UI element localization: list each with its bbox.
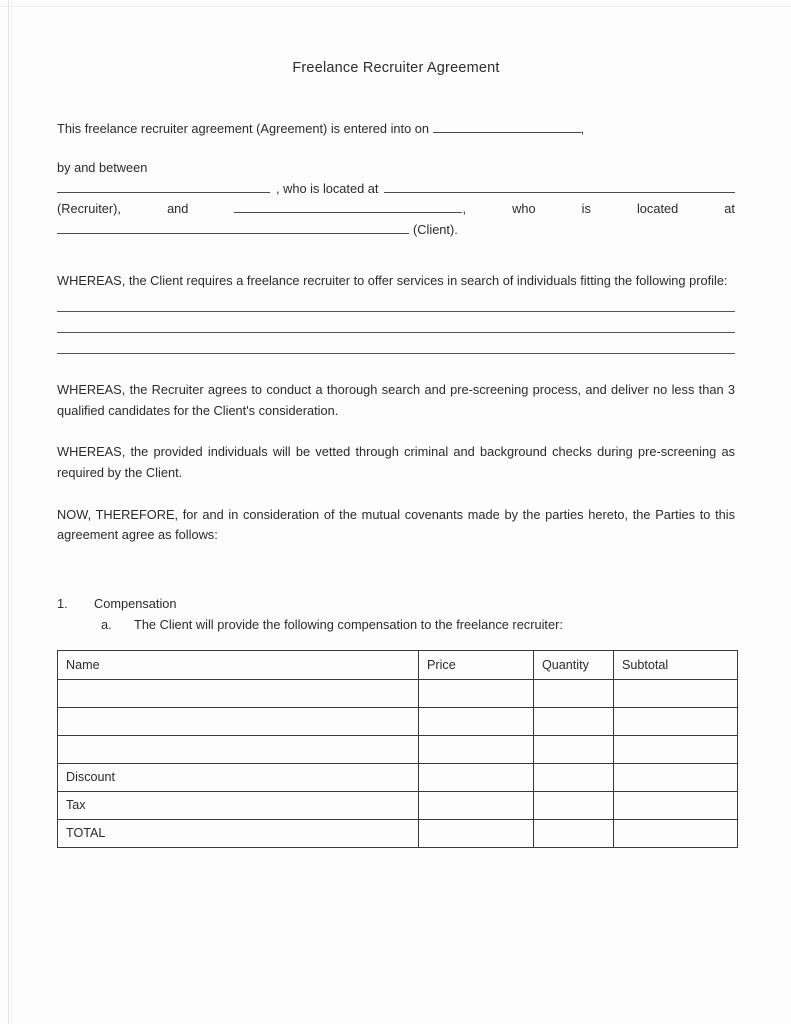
compensation-table bbox=[57, 650, 738, 848]
cell-price[interactable] bbox=[419, 819, 534, 847]
cell-price[interactable] bbox=[419, 679, 534, 707]
who-word: who bbox=[512, 201, 536, 217]
cell-subtotal[interactable] bbox=[614, 735, 738, 763]
byline-paragraph: by and between bbox=[57, 160, 148, 176]
cell-label-tax: Tax bbox=[58, 791, 419, 819]
page-edge-left-secondary bbox=[11, 0, 12, 1024]
intro-text-after-blank: , bbox=[580, 121, 585, 136]
cell-quantity[interactable] bbox=[534, 735, 614, 763]
document-title: Freelance Recruiter Agreement bbox=[292, 60, 500, 76]
profile-blank-line-3[interactable] bbox=[57, 353, 735, 354]
cell-price[interactable] bbox=[419, 707, 534, 735]
cell-name[interactable] bbox=[58, 707, 419, 735]
whereas-clause-1: WHEREAS, the Client requires a freelance recruiter to offer services in search of individuals fitting the following profile: bbox=[57, 273, 728, 289]
column-header-name: Name bbox=[58, 650, 419, 679]
cell-quantity[interactable] bbox=[534, 791, 614, 819]
client-name-blank[interactable] bbox=[234, 199, 462, 213]
located-word: located bbox=[636, 201, 679, 217]
cell-subtotal[interactable] bbox=[614, 679, 738, 707]
profile-blank-lines bbox=[57, 311, 735, 354]
intro-text-before-blank: This freelance recruiter agreement (Agreement) is entered into on bbox=[57, 121, 430, 136]
table-row bbox=[58, 707, 738, 735]
clause-1-label: Compensation bbox=[94, 595, 177, 611]
compensation-table-body bbox=[58, 679, 738, 847]
page-edge-left bbox=[8, 0, 9, 1024]
now-therefore-clause: NOW, THEREFORE, for and in consideration of the mutual covenants made by the parties hereto, the Parties to this agreement agree as follows: bbox=[57, 507, 735, 543]
document-body bbox=[57, 0, 735, 848]
cell-subtotal[interactable] bbox=[614, 763, 738, 791]
cell-label-total: TOTAL bbox=[58, 819, 419, 847]
recruiter-name-blank[interactable] bbox=[57, 179, 270, 193]
client-party-line-2 bbox=[57, 199, 735, 219]
table-row-discount bbox=[58, 763, 738, 791]
clause-1a-marker: a. bbox=[101, 617, 112, 633]
agreement-date-blank[interactable] bbox=[433, 119, 581, 133]
cell-label-discount: Discount bbox=[58, 763, 419, 791]
column-header-quantity: Quantity bbox=[534, 650, 614, 679]
recruiter-located-text: , who is located at bbox=[276, 180, 379, 196]
cell-quantity[interactable] bbox=[534, 679, 614, 707]
client-name-comma: , bbox=[462, 201, 467, 217]
cell-quantity[interactable] bbox=[534, 763, 614, 791]
conjunction-and: and bbox=[167, 201, 189, 217]
recruiter-party-line-1 bbox=[57, 179, 735, 199]
recruiter-label: (Recruiter), bbox=[57, 201, 121, 217]
cell-name[interactable] bbox=[58, 735, 419, 763]
clause-list bbox=[57, 594, 735, 636]
client-name-blank-wrap bbox=[234, 199, 466, 219]
table-row-tax bbox=[58, 791, 738, 819]
cell-price[interactable] bbox=[419, 763, 534, 791]
cell-price[interactable] bbox=[419, 791, 534, 819]
clause-1-marker: 1. bbox=[57, 595, 68, 611]
cell-name[interactable] bbox=[58, 679, 419, 707]
column-header-price: Price bbox=[419, 650, 534, 679]
table-row bbox=[58, 679, 738, 707]
whereas-clause-2: WHEREAS, the Recruiter agrees to conduct a thorough search and pre-screening process, and deliver no less than 3 qualified candidates for the Client's consideration. bbox=[57, 382, 735, 418]
client-address-blank[interactable] bbox=[57, 220, 409, 234]
table-row-total bbox=[58, 819, 738, 847]
clause-1a-text: The Client will provide the following compensation to the freelance recruiter: bbox=[134, 617, 563, 633]
is-word: is bbox=[581, 201, 591, 217]
whereas-clause-3: WHEREAS, the provided individuals will be vetted through criminal and background checks during pre-screening as required by the Client. bbox=[57, 444, 735, 480]
clause-item-1a bbox=[57, 615, 735, 635]
table-header-row bbox=[58, 650, 738, 679]
compensation-table-head bbox=[58, 650, 738, 679]
profile-blank-line-1[interactable] bbox=[57, 311, 735, 312]
cell-subtotal[interactable] bbox=[614, 819, 738, 847]
column-header-subtotal: Subtotal bbox=[614, 650, 738, 679]
cell-quantity[interactable] bbox=[534, 819, 614, 847]
recruiter-address-blank[interactable] bbox=[384, 179, 735, 193]
cell-price[interactable] bbox=[419, 735, 534, 763]
cell-subtotal[interactable] bbox=[614, 707, 738, 735]
profile-blank-line-2[interactable] bbox=[57, 332, 735, 333]
cell-quantity[interactable] bbox=[534, 707, 614, 735]
client-label: (Client). bbox=[413, 221, 458, 237]
cell-subtotal[interactable] bbox=[614, 791, 738, 819]
intro-paragraph bbox=[57, 119, 735, 139]
table-row bbox=[58, 735, 738, 763]
clause-item-1 bbox=[57, 594, 735, 614]
client-party-line-3 bbox=[57, 220, 735, 240]
at-word: at bbox=[724, 201, 735, 217]
